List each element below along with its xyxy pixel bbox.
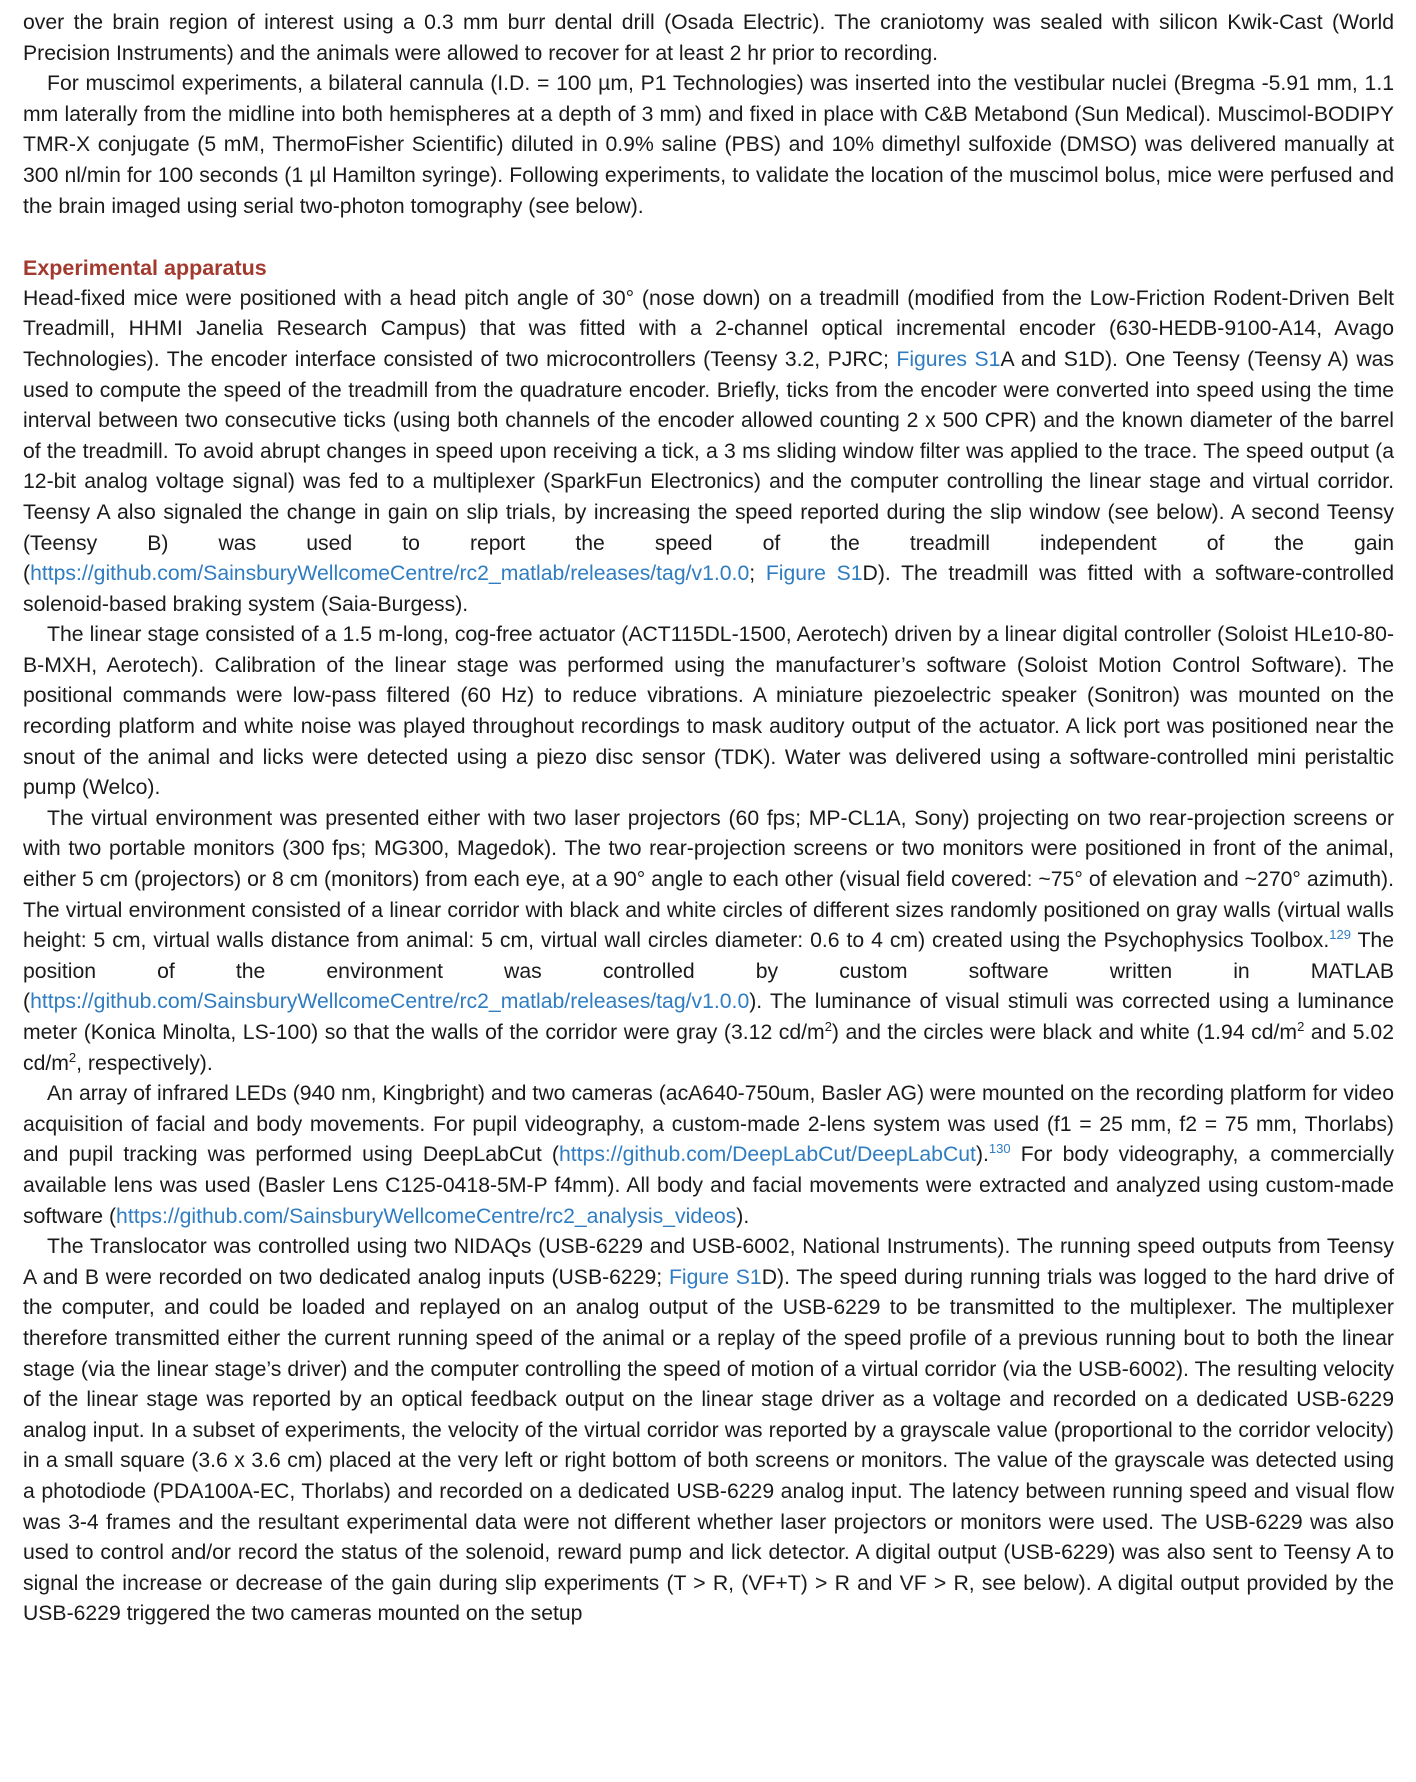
text-run: For body videography, a commercially available lens was used (Basler Lens C125-0418-5M-P f4mm). All body and facial movements were extracted and analyzed using custom-made software ( (23, 1143, 1394, 1228)
github-link-rc2-analysis-videos[interactable]: https://github.com/SainsburyWellcomeCentre/rc2_analysis_videos (116, 1204, 737, 1228)
text-run: The position of the environment was controlled by custom software written in MATLAB ( (23, 929, 1394, 1014)
paragraph-treadmill (23, 284, 1394, 621)
paper-page (23, 8, 1394, 1630)
superscript: 2 (68, 1049, 77, 1065)
paragraph-linear-stage: The linear stage consisted of a 1.5 m-long, cog-free actuator (ACT115DL-1500, Aerotech) driven by a linear digital controller (Soloist HLe10-80-B-MXH, Aerotech). Calibration of the linear stage was performed using the manufacturer’s software (Soloist Motion Control Software). The positional commands were low-pass filtered (60 Hz) to reduce vibrations. A miniature piezoelectric speaker (Sonitron) was mounted on the recording platform and white noise was played throughout recordings to mask auditory output of the actuator. A lick port was positioned near the snout of the animal and licks were detected using a piezo disc sensor (TDK). Water was delivered using a software-controlled mini peristaltic pump (Welco). (23, 623, 1394, 800)
text-run: An array of infrared LEDs (940 nm, Kingbright) and two cameras (acA640-750um, Basler AG) were mounted on the recording platform for video acquisition of facial and body movements. For pupil videography, a custom-made 2-lens system was used (f1 = 25 mm, f2 = 75 mm, Thorlabs) and pupil tracking was performed using DeepLabCut ( (23, 1082, 1394, 1167)
text-run: The Translocator was controlled using two NIDAQs (USB-6229 and USB-6002, National Instruments). The running speed outputs from Teensy A and B were recorded on two dedicated analog inputs (USB-6229; (23, 1235, 1394, 1289)
paragraph-virtual-environment (23, 804, 1394, 1079)
text-run: ). (975, 1143, 989, 1167)
figure-link-s1[interactable]: Figures S1 (896, 347, 1001, 371)
text-run: , respectively). (76, 1051, 213, 1075)
text-run: The virtual environment was presented either with two laser projectors (60 fps; MP-CL1A, Sony) projecting on two rear-projection screens or with two portable monitors (300 fps; MG300, Magedok). The two rear-projection screens or two monitors were positioned in front of the animal, either 5 cm (projectors) or 8 cm (monitors) from each eye, at a 90° angle to each other (visual field covered: ~75° of elevation and ~270° azimuth). The virtual environment consisted of a linear corridor with black and white circles of different sizes randomly positioned on gray walls (virtual walls height: 5 cm, virtual walls distance from animal: 5 cm, virtual wall circles diameter: 0.6 to 4 cm) created using the Psychophysics Toolbox. (23, 806, 1394, 953)
text-run: A and S1D). One Teensy (Teensy A) was used to compute the speed of the treadmill from the quadrature encoder. Briefly, ticks from the encoder were converted into speed using the time interval between two consecutive ticks (using both channels of the encoder allowed counting 2 x 500 CPR) and the known diameter of the barrel of the treadmill. To avoid abrupt changes in speed upon receiving a tick, a 3 ms sliding window filter was applied to the trace. The speed output (a 12-bit analog voltage signal) was fed to a multiplexer (SparkFun Electronics) and the computer controlling the linear stage and virtual corridor. Teensy A also signaled the change in gain on slip trials, by increasing the speed reported during the slip window (see below). A second Teensy (Teensy B) was used to report the speed of the treadmill independent of the gain ( (23, 347, 1395, 586)
figure-link-s1[interactable]: Figure S1 (668, 1265, 762, 1289)
figure-link-s1d[interactable]: Figure S1 (765, 562, 863, 586)
text-run: ). The luminance of visual stimuli was corrected using a luminance meter (Konica Minolta, LS-100) so that the walls of the corridor were gray (3.12 cd/m (23, 990, 1394, 1044)
text-run: D). The treadmill was fitted with a software-controlled solenoid-based braking system (Saia-Burgess). (23, 562, 1395, 616)
paragraph-translocator (23, 1232, 1394, 1630)
text-run: ). (736, 1204, 750, 1228)
github-link-rc2-matlab[interactable]: https://github.com/SainsburyWellcomeCentre/rc2_matlab/releases/tag/v1.0.0 (30, 990, 750, 1014)
reference-link-129[interactable]: 129 (1329, 927, 1351, 943)
text-run: ; (749, 562, 766, 586)
text-run: D). The speed during running trials was logged to the hard drive of the computer, and could be loaded and replayed on an analog output of the USB-6229 to be transmitted to the multiplexer. The multiplexer therefore transmitted either the current running speed of the animal or a replay of the speed profile of a previous running bout to both the linear stage (via the linear stage’s driver) and the computer controlling the speed of motion of a virtual corridor (via the USB-6002). The resulting velocity of the linear stage was reported by an optical feedback output on the linear stage driver as a voltage and recorded on a dedicated USB-6229 analog input. In a subset of experiments, the velocity of the virtual corridor was reported by a grayscale value (proportional to the corridor velocity) in a small square (3.6 x 3.6 cm) placed at the very left or right bottom of both screens or monitors. The value of the grayscale was detected using a photodiode (PDA100A-EC, Thorlabs) and recorded on a dedicated USB-6229 analog input. The latency between running speed and visual flow was 3-4 frames and the resultant experimental data were not different whether laser projectors or monitors were used. The USB-6229 was also used to control and/or record the status of the solenoid, reward pump and lick detector. A digital output (USB-6229) was also sent to Teensy A to signal the increase or decrease of the gain during slip experiments (T > R, (VF+T) > R and VF > R, see below). A digital output provided by the USB-6229 triggered the two cameras mounted on the setup (23, 1265, 1395, 1626)
text-run: ) and the circles were black and white (1.94 cd/m (831, 1021, 1298, 1044)
github-link-deeplabcut[interactable]: https://github.com/DeepLabCut/DeepLabCut (558, 1143, 976, 1167)
section-heading-experimental-apparatus: Experimental apparatus (23, 256, 267, 281)
paragraph-cameras (23, 1079, 1394, 1232)
text-run: Head-fixed mice were positioned with a head pitch angle of 30° (nose down) on a treadmill (modified from the Low-Friction Rodent-Driven Belt Treadmill, HHMI Janelia Research Campus) that was fitted with a 2-channel optical incremental encoder (630-HEDB-9100-A14, Avago Technologies). The encoder interface consisted of two microcontrollers (Teensy 3.2, PJRC; (23, 286, 1394, 371)
text-run: and 5.02 cd/m (23, 1021, 1394, 1075)
reference-link-130[interactable]: 130 (988, 1141, 1011, 1157)
section-gap (23, 222, 1394, 253)
superscript: 2 (824, 1019, 832, 1034)
paragraph-muscimol: For muscimol experiments, a bilateral cannula (I.D. = 100 µm, P1 Technologies) was inserted into the vestibular nuclei (Bregma -5.91 mm, 1.1 mm laterally from the midline into both hemispheres at a depth of 3 mm) and fixed in place with C&B Metabond (Sun Medical). Muscimol-BODIPY TMR-X conjugate (5 mM, ThermoFisher Scientific) diluted in 0.9% saline (PBS) and 10% dimethyl sulfoxide (DMSO) was delivered manually at 300 nl/min for 100 seconds (1 µl Hamilton syringe). Following experiments, to validate the location of the muscimol bolus, mice were perfused and the brain imaged using serial two-photon tomography (see below). (23, 72, 1394, 218)
superscript: 2 (1297, 1019, 1305, 1034)
github-link-rc2-matlab[interactable]: https://github.com/SainsburyWellcomeCentre/rc2_matlab/releases/tag/v1.0.0 (30, 562, 750, 586)
paragraph-craniotomy: over the brain region of interest using a 0.3 mm burr dental drill (Osada Electric). The craniotomy was sealed with silicon Kwik-Cast (World Precision Instruments) and the animals were allowed to recover for at least 2 hr prior to recording. (23, 11, 1394, 65)
